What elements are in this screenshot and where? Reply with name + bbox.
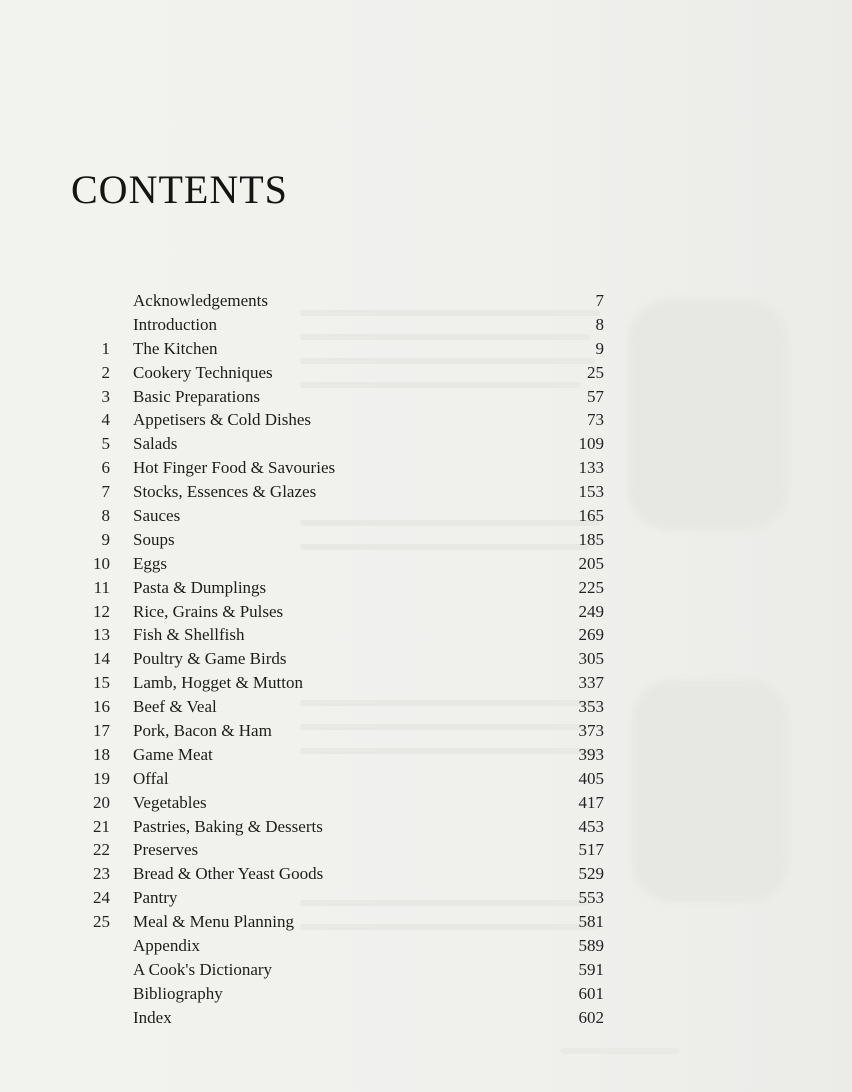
chapter-number: 22 [93,840,110,860]
table-of-contents [0,289,852,1030]
chapter-number: 9 [101,529,110,549]
chapter-number: 10 [93,553,110,573]
chapter-number: 23 [93,864,110,884]
page-number: 417 [578,792,604,812]
toc-entry [0,432,852,456]
page-number: 453 [578,816,604,836]
page-number: 591 [578,959,604,979]
chapter-number: 8 [101,506,110,526]
entry-title: Introduction [133,314,218,334]
entry-title: Pastries, Baking & Desserts [133,816,323,836]
toc-entry [0,910,852,934]
page-number: 553 [578,888,604,908]
entry-title: Hot Finger Food & Savouries [133,458,336,478]
toc-entry [0,337,852,361]
chapter-number: 11 [93,577,110,597]
page-number: 57 [587,386,604,406]
toc-entry [0,289,852,313]
page-number: 589 [578,936,604,956]
page-number: 337 [578,673,604,693]
chapter-number: 7 [101,482,110,502]
toc-entry [0,576,852,600]
page-number: 153 [578,482,604,502]
chapter-number: 18 [93,744,110,764]
entry-title: Acknowledgements [133,291,269,310]
entry-title: Soups [133,529,175,549]
toc-entry [0,623,852,647]
toc-entry [0,504,852,528]
chapter-number: 1 [101,338,110,358]
page-number: 133 [578,458,604,478]
entry-title: Offal [133,768,169,788]
page-number: 225 [578,577,604,597]
chapter-number: 13 [93,625,110,645]
toc-entry [0,767,852,791]
page-number: 165 [578,506,604,526]
entry-title: Game Meat [133,744,213,764]
page-title: CONTENTS [71,167,288,212]
page-number: 8 [595,314,604,334]
page-number: 185 [578,529,604,549]
page-number: 109 [578,434,604,454]
entry-title: Basic Preparations [133,386,260,406]
chapter-number: 16 [93,697,110,717]
page-number: 601 [578,983,604,1003]
toc-entry [0,886,852,910]
page-number: 581 [578,912,604,932]
page-number: 405 [578,768,604,788]
chapter-number: 15 [93,673,110,693]
chapter-number: 4 [101,410,110,430]
entry-title: Bread & Other Yeast Goods [133,864,324,884]
chapter-number: 12 [93,601,110,621]
toc-entry [0,719,852,743]
toc-entry [0,385,852,409]
toc-entry [0,600,852,624]
entry-title: Bibliography [133,983,223,1003]
entry-title: Fish & Shellfish [133,625,245,645]
toc-entry [0,552,852,576]
chapter-number: 20 [93,792,110,812]
entry-title: Pasta & Dumplings [133,577,267,597]
entry-title: Appetisers & Cold Dishes [133,410,312,430]
toc-entry [0,815,852,839]
entry-title: Rice, Grains & Pulses [133,601,284,621]
chapter-number: 2 [101,362,110,382]
entry-title: Meal & Menu Planning [133,912,295,932]
entry-title: Pantry [133,888,178,908]
entry-title: Stocks, Essences & Glazes [133,482,317,502]
toc-entry [0,361,852,385]
toc-entry [0,838,852,862]
page-number: 205 [578,553,604,573]
toc-entry [0,862,852,886]
toc-entry [0,1006,852,1030]
toc-entry [0,791,852,815]
toc-entry [0,958,852,982]
chapter-number: 5 [101,434,110,454]
entry-title: Beef & Veal [133,697,217,717]
toc-entry [0,480,852,504]
entry-title: Sauces [133,506,181,526]
toc-entry [0,456,852,480]
toc-entry [0,313,852,337]
entry-title: Index [133,1007,172,1027]
page-number: 73 [587,410,604,430]
chapter-number: 14 [93,649,110,669]
page-number: 529 [578,864,604,884]
page-number: 7 [595,291,604,310]
entry-title: Eggs [133,553,167,573]
toc-entry [0,743,852,767]
page-number: 373 [578,721,604,741]
entry-title: Salads [133,434,178,454]
toc-entry [0,671,852,695]
entry-title: A Cook's Dictionary [133,959,273,979]
page-number: 517 [578,840,604,860]
toc-entry [0,695,852,719]
page-number: 9 [595,338,604,358]
page-number: 353 [578,697,604,717]
chapter-number: 25 [93,912,110,932]
page-number: 602 [578,1007,604,1027]
entry-title: Preserves [133,840,199,860]
entry-title: Cookery Techniques [133,362,273,382]
chapter-number: 24 [93,888,110,908]
entry-title: Lamb, Hogget & Mutton [133,673,303,693]
toc-entry [0,408,852,432]
chapter-number: 17 [93,721,110,741]
show-through-footer [560,1048,680,1054]
chapter-number: 21 [93,816,110,836]
entry-title: Poultry & Game Birds [133,649,287,669]
entry-title: Appendix [133,936,201,956]
page-number: 393 [578,744,604,764]
chapter-number: 6 [101,458,110,478]
entry-title: Vegetables [133,792,207,812]
chapter-number: 19 [93,768,110,788]
page-number: 249 [578,601,604,621]
toc-entry [0,647,852,671]
entry-title: The Kitchen [133,338,218,358]
page-number: 25 [587,362,604,382]
toc-entry [0,934,852,958]
entry-title: Pork, Bacon & Ham [133,721,272,741]
toc-entry [0,982,852,1006]
page-number: 269 [578,625,604,645]
chapter-number: 3 [101,386,110,406]
toc-entry [0,528,852,552]
page-number: 305 [578,649,604,669]
